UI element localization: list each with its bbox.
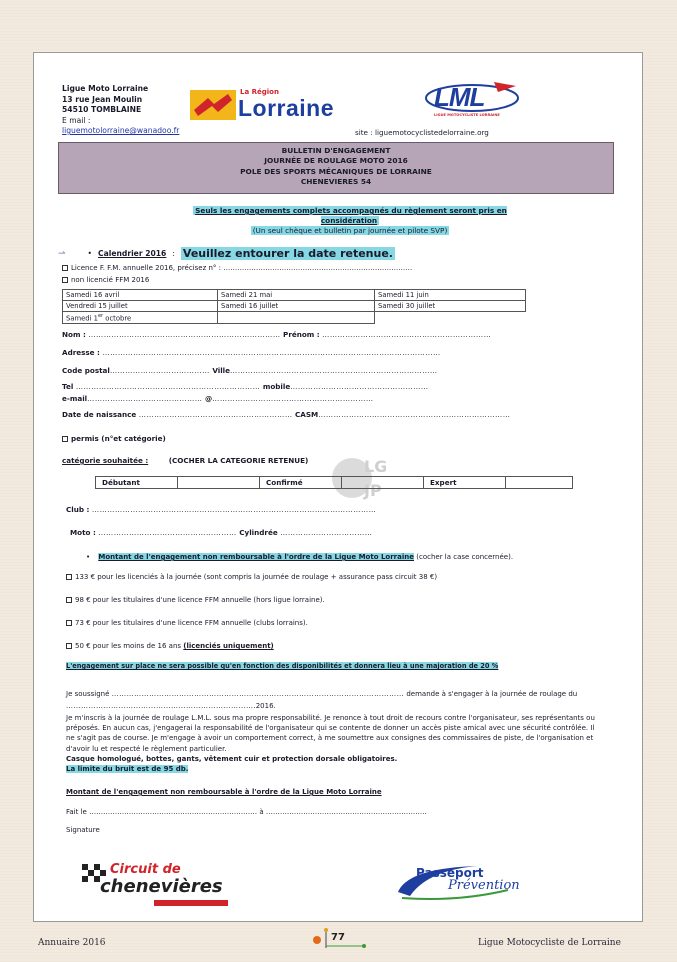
code-postal-dots: ………………………………… bbox=[109, 366, 210, 375]
prenom-label: Prénom : bbox=[283, 330, 320, 339]
svg-text:LG: LG bbox=[364, 457, 386, 476]
cat-confirme-box[interactable] bbox=[342, 477, 424, 489]
org-address-block bbox=[62, 84, 179, 137]
fees-heading bbox=[86, 553, 513, 561]
at-label: @ bbox=[204, 394, 213, 403]
licence-ffm-row[interactable] bbox=[62, 263, 412, 273]
fee-option-50-bold: (licenciés uniquement) bbox=[183, 642, 274, 650]
soussigne-row[interactable] bbox=[66, 690, 577, 698]
cat-expert-box[interactable] bbox=[506, 477, 573, 489]
passeport-prevention-logo bbox=[388, 862, 548, 904]
naissance-dots: …………………………………………………… bbox=[138, 410, 293, 419]
naissance-label: Date de naissance bbox=[62, 410, 137, 419]
soussigne-tail: demande à s'engager à la journée de roulage du bbox=[406, 690, 578, 698]
email-field-label: e-mail bbox=[62, 394, 88, 403]
onsite-notice-text: L'engagement sur place ne sera possible qu'en fonction des disponibilités et donnera lieu à une majoration de 20 % bbox=[66, 662, 499, 670]
email-domain-dots: ……………………………………………………… bbox=[212, 394, 374, 403]
calendar-heading bbox=[58, 247, 395, 260]
cat-debutant-box[interactable] bbox=[178, 477, 260, 489]
notice-main: Seuls les engagements complets accompagnés du règlement seront pris en considération bbox=[195, 206, 507, 225]
calendar-colon: : bbox=[172, 249, 175, 258]
passeport-line-2: Prévention bbox=[448, 878, 520, 893]
bulletin-line-2: JOURNÉE DE ROULAGE MOTO 2016 bbox=[264, 156, 408, 166]
fee-option-133-text: 133 € pour les licenciés à la journée (sont compris la journée de roulage + assurance pass circuit 38 €) bbox=[75, 573, 438, 581]
ville-label: Ville bbox=[212, 366, 231, 375]
onsite-notice bbox=[66, 662, 498, 670]
signature-label: Signature bbox=[66, 826, 100, 834]
date-row[interactable] bbox=[66, 702, 276, 710]
non-licence-text: non licencié FFM 2016 bbox=[71, 276, 150, 284]
checkbox-fee-98[interactable] bbox=[66, 597, 72, 603]
field-adresse[interactable] bbox=[62, 348, 441, 357]
bulletin-line-1: BULLETIN D'ENGAGEMENT bbox=[281, 146, 391, 155]
field-code-postal[interactable] bbox=[62, 366, 438, 375]
nom-dots: ………………………………………………………………… bbox=[88, 330, 281, 339]
date-cell[interactable]: Samedi 16 avril bbox=[63, 290, 218, 301]
calendar-label: Calendrier 2016 bbox=[98, 249, 167, 258]
field-email[interactable] bbox=[62, 394, 374, 403]
moto-label: Moto : bbox=[70, 528, 96, 537]
field-tel[interactable] bbox=[62, 382, 429, 391]
date-cell[interactable]: Samedi 21 mai bbox=[218, 290, 375, 301]
fait-le-dots: ……………………………………………………………… bbox=[89, 808, 258, 816]
mobile-dots: ……………………………………………… bbox=[290, 382, 429, 391]
categorie-note: (COCHER LA CATEGORIE RETENUE) bbox=[168, 456, 309, 465]
date-cell-october[interactable] bbox=[63, 312, 218, 324]
lml-logo bbox=[424, 80, 520, 120]
categorie-label: catégorie souhaitée : bbox=[62, 456, 149, 465]
code-postal-label: Code postal bbox=[62, 366, 110, 375]
ville-dots: ……………………………………………………………………… bbox=[230, 366, 438, 375]
tel-dots: ……………………………………………………………… bbox=[75, 382, 261, 391]
nom-label: Nom : bbox=[62, 330, 86, 339]
region-lorraine-logo bbox=[190, 88, 360, 122]
mobile-label: mobile bbox=[262, 382, 291, 391]
cat-debutant[interactable]: Débutant bbox=[96, 477, 178, 489]
permis-label: permis (n°et catégorie) bbox=[71, 434, 166, 443]
region-logo-small: La Région bbox=[240, 88, 279, 96]
moto-dots: ……………………………………………… bbox=[98, 528, 237, 537]
field-naissance[interactable] bbox=[62, 410, 510, 419]
date-last-suffix: octobre bbox=[103, 314, 132, 323]
date-cell[interactable]: Samedi 30 juillet bbox=[375, 301, 526, 312]
field-moto[interactable] bbox=[70, 528, 372, 537]
date-last-prefix: Samedi 1 bbox=[66, 314, 98, 323]
checkbox-fee-133[interactable] bbox=[66, 574, 72, 580]
cat-confirme[interactable]: Confirmé bbox=[260, 477, 342, 489]
table-row bbox=[63, 301, 526, 312]
adresse-label: Adresse : bbox=[62, 348, 100, 357]
fees-bullet: • bbox=[86, 553, 91, 561]
fee-option-133[interactable] bbox=[66, 573, 437, 581]
date-last-sup: er bbox=[97, 313, 104, 319]
prenom-dots: ………………………………………………………… bbox=[322, 330, 492, 339]
region-logo-big: Lorraine bbox=[238, 95, 335, 121]
circuit-line-2: chenevières bbox=[100, 876, 223, 897]
a-label: à bbox=[259, 808, 264, 816]
fee-option-50-text: 50 € pour les moins de 16 ans bbox=[75, 642, 182, 650]
checkbox-fee-73[interactable] bbox=[66, 620, 72, 626]
email-link[interactable]: liguemotolorraine@wanadoo.fr bbox=[62, 126, 180, 135]
dates-table bbox=[62, 289, 526, 324]
address-line-2: 54510 TOMBLAINE bbox=[62, 105, 142, 114]
date-cell[interactable]: Samedi 11 juin bbox=[375, 290, 526, 301]
date-cell-empty bbox=[218, 312, 375, 324]
page-number: 77 bbox=[331, 932, 345, 943]
equipment-text: Casque homologué, bottes, gants, vêtement cuir et protection dorsale obligatoires. bbox=[66, 754, 398, 763]
licence-ffm-text: Licence F. F.M. annuelle 2016, précisez n° : ……………………………………………………………………… bbox=[71, 264, 413, 272]
bulletin-line-4: CHENEVIERES 54 bbox=[300, 177, 372, 187]
club-dots: ………………………………………………………………………………………………… bbox=[91, 505, 377, 514]
table-row bbox=[63, 290, 526, 301]
lml-logo-text: LML bbox=[434, 82, 485, 112]
soussigne-dots: ……………………………………………………………………………………………………… bbox=[111, 690, 405, 698]
tel-label: Tel bbox=[62, 382, 74, 391]
lml-logo-sub: LIGUE MOTOCYCLISTE LORRAINE bbox=[434, 113, 500, 117]
arrow-icon: ⇀ bbox=[58, 248, 66, 259]
declaration-body bbox=[66, 713, 596, 774]
notice-block bbox=[170, 206, 530, 236]
lorraine-cross-icon bbox=[190, 90, 236, 120]
checkbox-fee-50[interactable] bbox=[66, 643, 72, 649]
footer-right: Ligue Motocycliste de Lorraine bbox=[478, 938, 621, 948]
field-club[interactable] bbox=[66, 505, 376, 514]
site-url: site : liguemotocyclistedelorraine.org bbox=[355, 128, 489, 137]
fee-option-50[interactable] bbox=[66, 642, 274, 650]
fee-option-98[interactable] bbox=[66, 596, 325, 604]
declaration-text: Je m'inscris à la journée de roulage L.M.L. sous ma propre responsabilité. Je renonce à tout droit de recours contre l'organisateur, ses représentants ou préposés. En aucun cas, j'engagerai la responsabilité de l'organisateur qui se contente de donner un accès piste amical avec une sécurité contrôlée. Il ne s'agit pas de course. Je m'engage à avoir un comportement correct, à me soumettre aux consignes des commissaires de piste, de l'organisation et d'avoir lu et respecté le règlement particulier. bbox=[66, 714, 595, 753]
bulletin-banner bbox=[58, 142, 614, 194]
table-row bbox=[96, 477, 573, 489]
non-licence-row[interactable] bbox=[62, 275, 149, 285]
fait-le-row[interactable] bbox=[66, 808, 427, 816]
soussigne-label: Je soussigné bbox=[66, 690, 110, 698]
circuit-chenevieres-logo bbox=[82, 862, 262, 912]
calendar-note: Veuillez entourer la date retenue. bbox=[182, 247, 393, 260]
fees-title-note: (cocher la case concernée). bbox=[416, 553, 514, 561]
fee-option-98-text: 98 € pour les titulaires d'une licence FFM annuelle (hors ligue lorraine). bbox=[75, 596, 325, 604]
date-cell[interactable]: Vendredi 15 juillet bbox=[63, 301, 218, 312]
email-dots: ……………………………………… bbox=[87, 394, 203, 403]
bulletin-line-3: POLE DES SPORTS MÉCANIQUES DE LORRAINE bbox=[240, 166, 432, 176]
table-row bbox=[63, 312, 526, 324]
date-dots: ………………………………………………………………… bbox=[66, 702, 254, 710]
checkbox-permis[interactable] bbox=[62, 436, 68, 442]
noise-text: La limite du bruit est de 95 db. bbox=[66, 765, 189, 774]
montant-heading: Montant de l'engagement non remboursable à l'ordre de la Ligue Moto Lorraine bbox=[66, 788, 382, 796]
email-label: E mail : bbox=[62, 115, 91, 125]
org-name: Ligue Moto Lorraine bbox=[62, 84, 149, 93]
categories-table bbox=[95, 476, 573, 489]
date-cell[interactable]: Samedi 16 juillet bbox=[218, 301, 375, 312]
cat-expert[interactable]: Expert bbox=[424, 477, 506, 489]
field-permis[interactable] bbox=[62, 434, 166, 443]
field-nom[interactable] bbox=[62, 330, 491, 339]
svg-text:JP: JP bbox=[364, 481, 382, 500]
address-line-1: 13 rue Jean Moulin bbox=[62, 94, 143, 104]
passeport-line-1: Passeport bbox=[416, 866, 484, 880]
checkbox-licence-ffm[interactable] bbox=[62, 265, 68, 271]
circuit-line-1: Circuit de bbox=[110, 862, 181, 877]
checkbox-non-licence[interactable] bbox=[62, 277, 68, 283]
year-label: .2016. bbox=[253, 702, 276, 710]
calendar-bullet: • bbox=[87, 249, 93, 258]
page-number-badge bbox=[312, 926, 372, 950]
fait-le-label: Fait le bbox=[66, 808, 87, 816]
casm-label: CASM bbox=[295, 410, 319, 419]
fee-option-73-text: 73 € pour les titulaires d'une licence FFM annuelle (clubs lorrains). bbox=[75, 619, 308, 627]
cylindree-dots: ……………………………… bbox=[280, 528, 373, 537]
date-cell-blank bbox=[375, 312, 526, 324]
fee-option-73[interactable] bbox=[66, 619, 308, 627]
casm-dots: ………………………………………………………………… bbox=[318, 410, 511, 419]
club-label: Club : bbox=[66, 505, 90, 514]
fees-title: Montant de l'engagement non remboursable à l'ordre de la Ligue Moto Lorraine bbox=[98, 553, 414, 561]
notice-sub: (Un seul chèque et bulletin par journée et pilote SVP) bbox=[252, 226, 448, 235]
circuit-red-bar bbox=[154, 900, 228, 906]
categorie-heading bbox=[62, 456, 308, 465]
adresse-dots: …………………………………………………………………………………………………………………… bbox=[102, 348, 441, 357]
footer-left: Annuaire 2016 bbox=[38, 938, 106, 948]
a-dots: …………………………………………………………… bbox=[265, 808, 427, 816]
cylindree-label: Cylindrée bbox=[239, 528, 278, 537]
